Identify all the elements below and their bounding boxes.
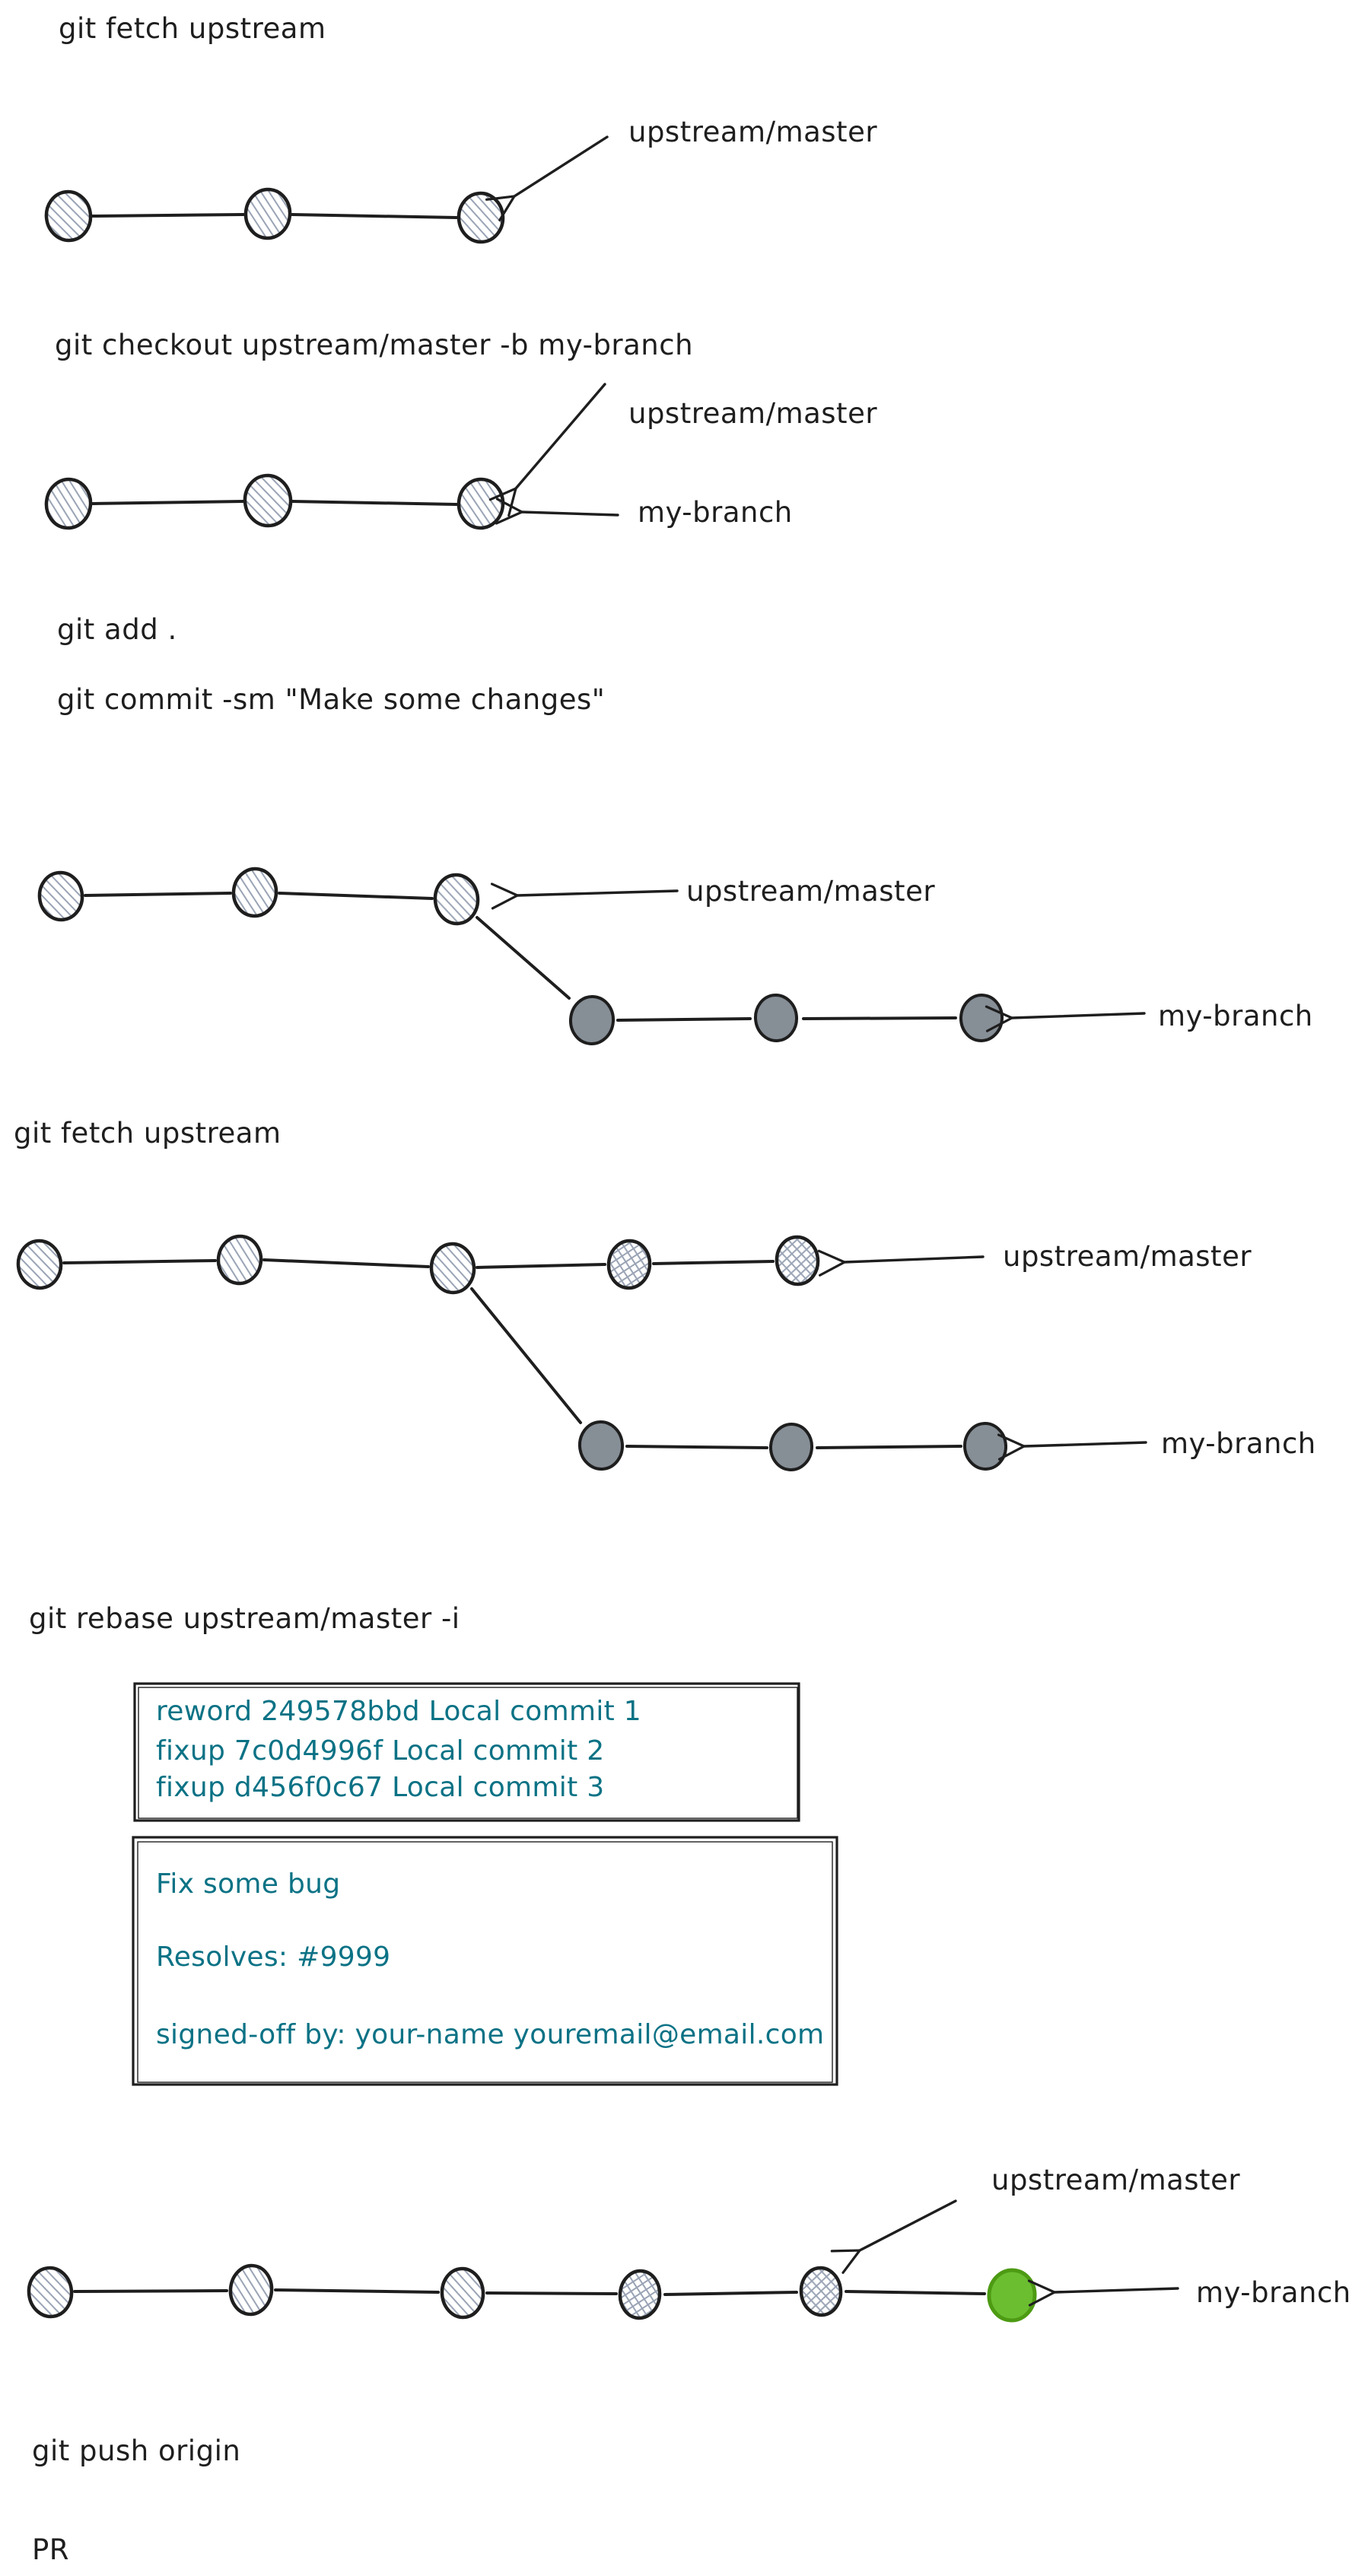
commit-node-hatched (457, 478, 504, 530)
commit-node-hatched (433, 873, 479, 926)
commit-node-local (963, 1422, 1007, 1471)
commit-node-local (568, 995, 615, 1046)
branch-edge (472, 1289, 581, 1423)
branch-edge (477, 918, 569, 998)
arrow-upstream-master (514, 137, 607, 196)
ref-label-my-branch: my-branch (1158, 1000, 1313, 1032)
command-push-origin: git push origin (32, 2434, 241, 2467)
command-checkout-branch: git checkout upstream/master -b my-branch (55, 329, 694, 361)
commit-node-upstream-new (775, 1236, 819, 1286)
commit-node-hatched (243, 473, 294, 528)
commit-node-upstream-new (606, 1239, 651, 1290)
commit-node-hatched (441, 2267, 485, 2319)
commit-node-upstream-new (799, 2266, 842, 2317)
ref-label-my-branch: my-branch (1196, 2276, 1351, 2309)
arrow-my-branch (522, 512, 618, 515)
commit-node-local (577, 1420, 624, 1471)
commit-node-hatched (243, 188, 291, 240)
arrow-my-branch (1024, 1442, 1146, 1446)
arrow-upstream-master (860, 2201, 956, 2250)
figure-after-checkout (44, 384, 618, 530)
commit-node-local (768, 1423, 813, 1471)
command-commit: git commit -sm "Make some changes" (57, 683, 606, 716)
rebase-todo-line: fixup d456f0c67 Local commit 3 (156, 1772, 605, 1803)
commit-node-upstream-new (618, 2269, 661, 2320)
arrow-upstream-master (845, 1257, 983, 1262)
arrow-upstream-master (516, 384, 605, 488)
ref-label-my-branch: my-branch (638, 496, 793, 529)
figure-after-second-fetch (16, 1234, 1146, 1471)
commit-node-hatched (27, 2266, 74, 2319)
commit-node-local (959, 994, 1004, 1042)
command-fetch-upstream-1: git fetch upstream (59, 12, 326, 45)
pr-note: PR (32, 2533, 70, 2566)
commit-node-hatched (231, 867, 278, 918)
figure-after-commits (37, 867, 1144, 1046)
commit-node-hatched (216, 1234, 263, 1286)
ref-label-upstream-master: upstream/master (628, 116, 878, 148)
commit-message-subject: Fix some bug (156, 1868, 341, 1900)
commit-node-hatched (228, 2263, 274, 2316)
commit-node-hatched (44, 477, 93, 530)
ref-label-upstream-master: upstream/master (686, 875, 936, 908)
command-add: git add . (57, 613, 177, 646)
arrow-upstream-master (517, 891, 677, 895)
ref-label-upstream-master: upstream/master (1003, 1240, 1252, 1273)
commit-node-hatched (457, 192, 504, 243)
figure-after-rebase (27, 2201, 1178, 2322)
command-fetch-upstream-2: git fetch upstream (14, 1117, 282, 1150)
commit-node-hatched (430, 1242, 476, 1294)
ref-label-upstream-master: upstream/master (991, 2164, 1241, 2196)
arrow-my-branch (1055, 2288, 1178, 2292)
commit-node-hatched (37, 870, 84, 922)
ref-label-my-branch: my-branch (1161, 1427, 1316, 1460)
rebase-todo-line: reword 249578bbd Local commit 1 (156, 1696, 641, 1727)
rebase-todo-line: fixup 7c0d4996f Local commit 2 (156, 1735, 605, 1767)
commit-node-hatched (43, 189, 93, 243)
commit-message-signoff: signed-off by: your-name youremail@email.com (156, 2019, 825, 2050)
arrow-my-branch (1012, 1013, 1144, 1018)
commit-node-local (753, 994, 798, 1042)
ref-label-upstream-master: upstream/master (628, 397, 878, 430)
commit-node-hatched (16, 1239, 63, 1290)
figure-after-fetch (43, 137, 607, 243)
commit-node-rebased-green (988, 2269, 1036, 2322)
commit-message-resolves: Resolves: #9999 (156, 1942, 391, 1973)
command-rebase-interactive: git rebase upstream/master -i (29, 1602, 460, 1635)
